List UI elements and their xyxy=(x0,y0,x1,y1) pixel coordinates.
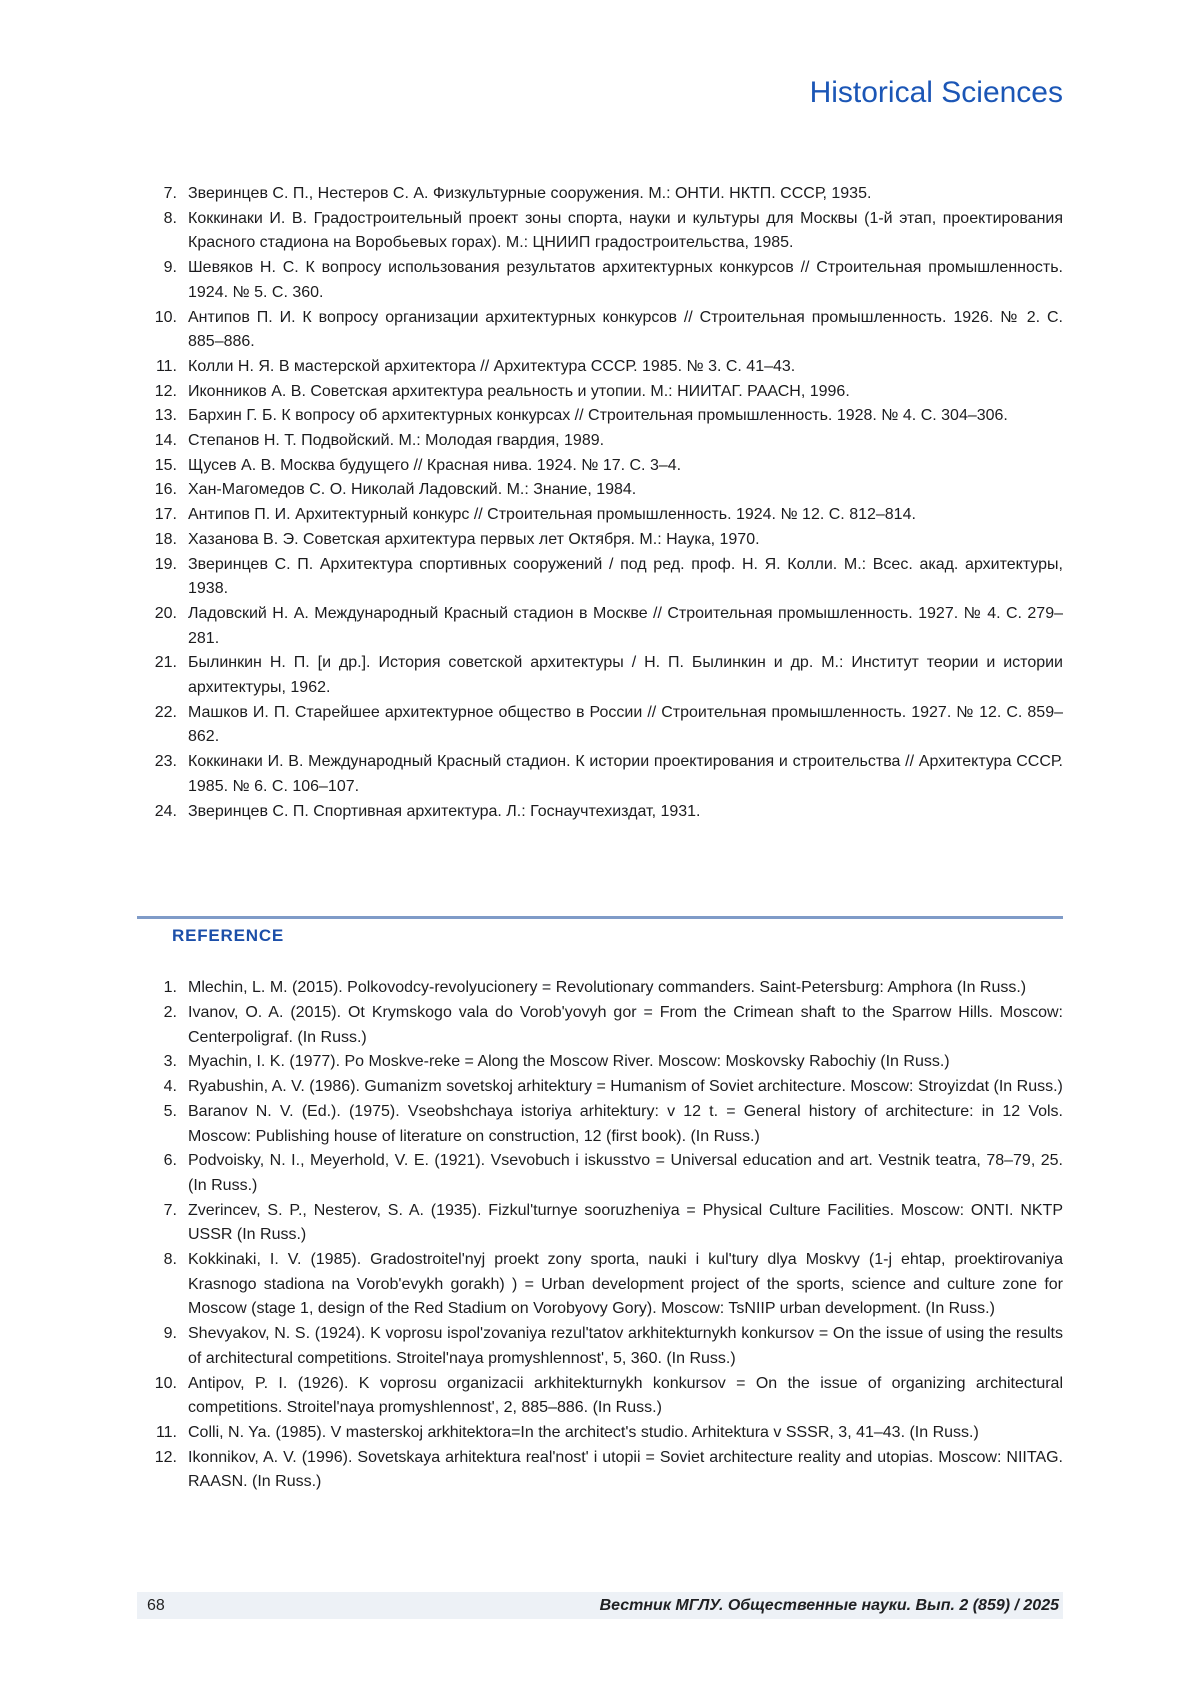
reference-item xyxy=(137,602,1063,651)
reference-item xyxy=(137,503,1063,528)
reference-text: Shevyakov, N. S. (1924). K voprosu ispol'zovaniya rezul'tatov arkhitekturnykh konkursov = On the issue of using the results of architectural competitions. Stroitel'naya promyshlennost', 5, 360. (In Russ.) xyxy=(188,1325,1063,1367)
reference-number: 11. xyxy=(155,1423,177,1441)
reference-item xyxy=(137,404,1063,429)
russian-reference-list xyxy=(137,182,1063,824)
reference-item xyxy=(137,1075,1063,1100)
reference-item xyxy=(137,528,1063,553)
reference-number: 12. xyxy=(154,1448,177,1466)
reference-text: Антипов П. И. К вопросу организации архитектурных конкурсов // Строительная промышленность. 1926. № 2. С. 885–886. xyxy=(188,308,1063,351)
reference-item xyxy=(137,1050,1063,1075)
reference-number: 9. xyxy=(163,259,177,277)
reference-number: 4. xyxy=(163,1078,177,1096)
reference-item xyxy=(137,701,1063,750)
reference-text: Ryabushin, A. V. (1986). Gumanizm sovetskoj arhitektury = Humanism of Soviet architecture. Moscow: Stroyizdat (In Russ.) xyxy=(188,1078,1063,1096)
reference-number: 23. xyxy=(154,753,177,771)
reference-text: Хан-Магомедов С. О. Николай Ладовский. М.: Знание, 1984. xyxy=(188,481,637,499)
reference-text: Ikonnikov, A. V. (1996). Sovetskaya arhitektura real'nost' i utopii = Soviet architecture reality and utopias. Moscow: NIITAG. RAASN. (In Russ.) xyxy=(188,1448,1063,1491)
reference-text: Бархин Г. Б. К вопросу об архитектурных конкурсах // Строительная промышленность. 1928. № 4. С. 304–306. xyxy=(188,407,1008,425)
reference-item xyxy=(137,1248,1063,1322)
reference-item xyxy=(137,1100,1063,1149)
reference-item xyxy=(137,454,1063,479)
reference-text: Степанов Н. Т. Подвойский. М.: Молодая гвардия, 1989. xyxy=(188,432,605,450)
reference-number: 18. xyxy=(154,530,177,548)
reference-item xyxy=(137,1001,1063,1050)
reference-text: Коккинаки И. В. Международный Красный стадион. К истории проектирования и строительства // Архитектура СССР. 1985. № 6. С. 106–107. xyxy=(188,753,1063,795)
reference-text: Былинкин Н. П. [и др.]. История советской архитектуры / Н. П. Былинкин и др. М.: Институт теории и истории архитектуры, 1962. xyxy=(188,654,1063,697)
reference-text: Колли Н. Я. В мастерской архитектора // Архитектура СССР. 1985. № 3. С. 41–43. xyxy=(188,357,796,375)
english-reference-list xyxy=(137,976,1063,1495)
reference-number: 10. xyxy=(154,308,177,326)
reference-item xyxy=(137,800,1063,825)
reference-text: Myachin, I. K. (1977). Po Moskve-reke = Along the Moscow River. Moscow: Moskovsky Rabochiy (In Russ.) xyxy=(188,1053,950,1071)
reference-text: Зверинцев С. П., Нестеров С. А. Физкультурные сооружения. М.: ОНТИ. НКТП. СССР, 1935. xyxy=(188,185,872,202)
reference-number: 9. xyxy=(163,1325,177,1343)
reference-item xyxy=(137,1446,1063,1495)
reference-item xyxy=(137,429,1063,454)
page-title: Historical Sciences xyxy=(809,76,1063,109)
reference-text: Podvoisky, N. I., Meyerhold, V. E. (1921). Vsevobuch i iskusstvo = Universal education and art. Vestnik teatra, 78–79, 25. (In Russ.) xyxy=(188,1152,1063,1194)
reference-number: 5. xyxy=(163,1102,177,1120)
reference-heading: REFERENCE xyxy=(172,926,285,946)
reference-number: 19. xyxy=(154,555,177,573)
reference-number: 7. xyxy=(163,185,177,202)
reference-number: 17. xyxy=(154,506,177,524)
reference-number: 11. xyxy=(155,357,177,375)
reference-number: 1. xyxy=(163,979,177,997)
reference-number: 8. xyxy=(163,209,177,227)
reference-item xyxy=(137,1372,1063,1421)
reference-text: Kokkinaki, I. V. (1985). Gradostroitel'nyj proekt zony sporta, nauki i kul'tury dlya Moskvy (1-j ehtap, proektirovaniya Krasnogo stadiona na Vorob'evykh gorakh) ) = Urban development project of the sports, science and culture zone for Moscow (stage 1, design of the Red Stadium on Vorobyovy Gory). Moscow: TsNIIP urban development. (In Russ.) xyxy=(188,1251,1063,1318)
reference-item xyxy=(137,256,1063,305)
reference-number: 15. xyxy=(154,456,177,474)
reference-text: Зверинцев С. П. Спортивная архитектура. Л.: Госнаучтехиздат, 1931. xyxy=(188,802,701,820)
reference-text: Антипов П. И. Архитектурный конкурс // Строительная промышленность. 1924. № 12. С. 812–814. xyxy=(188,506,916,524)
reference-item xyxy=(137,976,1063,1001)
reference-text: Машков И. П. Старейшее архитектурное общество в России // Строительная промышленность. 1927. № 12. С. 859–862. xyxy=(188,703,1063,746)
reference-number: 13. xyxy=(154,407,177,425)
reference-item xyxy=(137,478,1063,503)
reference-number: 7. xyxy=(163,1201,177,1219)
reference-number: 21. xyxy=(154,654,177,672)
reference-item xyxy=(137,207,1063,256)
reference-item xyxy=(137,380,1063,405)
reference-text: Antipov, P. I. (1926). K voprosu organizacii arkhitekturnykh konkursov = On the issue of organizing architectural competitions. Stroitel'naya promyshlennost', 2, 885–886. (In Russ.) xyxy=(188,1374,1063,1417)
reference-item xyxy=(137,1149,1063,1198)
reference-item xyxy=(137,182,1063,207)
reference-text: Щусев А. В. Москва будущего // Красная нива. 1924. № 17. С. 3–4. xyxy=(188,456,682,474)
reference-item xyxy=(137,1322,1063,1371)
reference-number: 10. xyxy=(154,1374,177,1392)
reference-number: 24. xyxy=(154,802,177,820)
page-footer xyxy=(137,1592,1063,1619)
reference-text: Шевяков Н. С. К вопросу использования результатов архитектурных конкурсов // Строительная промышленность. 1924. № 5. С. 360. xyxy=(188,259,1063,301)
reference-text: Ладовский Н. А. Международный Красный стадион в Москве // Строительная промышленность. 1927. № 4. С. 279–281. xyxy=(188,604,1063,647)
reference-item xyxy=(137,306,1063,355)
reference-number: 8. xyxy=(163,1251,177,1269)
reference-number: 2. xyxy=(163,1003,177,1021)
page-content xyxy=(137,0,1063,1495)
reference-text: Иконников А. В. Советская архитектура реальность и утопии. М.: НИИТАГ. РААСН, 1996. xyxy=(188,382,850,400)
reference-text: Baranov N. V. (Ed.). (1975). Vseobshchaya istoriya arhitektury: v 12 t. = General history of architecture: in 12 Vols. Moscow: Publishing house of literature on construction, 12 (first book). (In Russ.) xyxy=(188,1102,1063,1145)
reference-text: Ivanov, O. A. (2015). Ot Krymskogo vala do Vorob'yovyh gor = From the Crimean shaft to the Sparrow Hills. Moscow: Centerpoligraf. (In Russ.) xyxy=(188,1003,1063,1046)
reference-item xyxy=(137,750,1063,799)
reference-text: Хазанова В. Э. Советская архитектура первых лет Октября. М.: Наука, 1970. xyxy=(188,530,760,548)
reference-text: Mlechin, L. M. (2015). Polkovodcy-revolyucionery = Revolutionary commanders. Saint-Petersburg: Amphora (In Russ.) xyxy=(188,979,1027,997)
reference-item xyxy=(137,651,1063,700)
reference-text: Зверинцев С. П. Архитектура спортивных сооружений / под ред. проф. Н. Я. Колли. М.: Всес. акад. архитектуры, 1938. xyxy=(188,555,1063,598)
reference-number: 3. xyxy=(163,1053,177,1071)
reference-number: 14. xyxy=(154,432,177,450)
page-number: 68 xyxy=(147,1596,165,1614)
reference-number: 6. xyxy=(163,1152,177,1170)
reference-item xyxy=(137,1421,1063,1446)
reference-text: Коккинаки И. В. Градостроительный проект зоны спорта, науки и культуры для Москвы (1-й этап, проектирования Красного стадиона на Воробьевых горах). М.: ЦНИИП градостроительства, 1985. xyxy=(188,209,1063,252)
section-divider xyxy=(137,916,1063,919)
reference-item xyxy=(137,1199,1063,1248)
reference-number: 22. xyxy=(154,703,177,721)
reference-item xyxy=(137,553,1063,602)
reference-text: Zverincev, S. P., Nesterov, S. A. (1935). Fizkul'turnye sooruzheniya = Physical Culture Facilities. Moscow: ONTI. NKTP USSR (In Russ.) xyxy=(188,1201,1063,1244)
reference-text: Colli, N. Ya. (1985). V masterskoj arkhitektora=In the architect's studio. Arhitektura v SSSR, 3, 41–43. (In Russ.) xyxy=(188,1423,979,1441)
reference-number: 16. xyxy=(154,481,177,499)
journal-info: Вестник МГЛУ. Общественные науки. Вып. 2 (859) / 2025 xyxy=(599,1596,1059,1614)
reference-number: 20. xyxy=(154,604,177,622)
reference-number: 12. xyxy=(154,382,177,400)
reference-item xyxy=(137,355,1063,380)
